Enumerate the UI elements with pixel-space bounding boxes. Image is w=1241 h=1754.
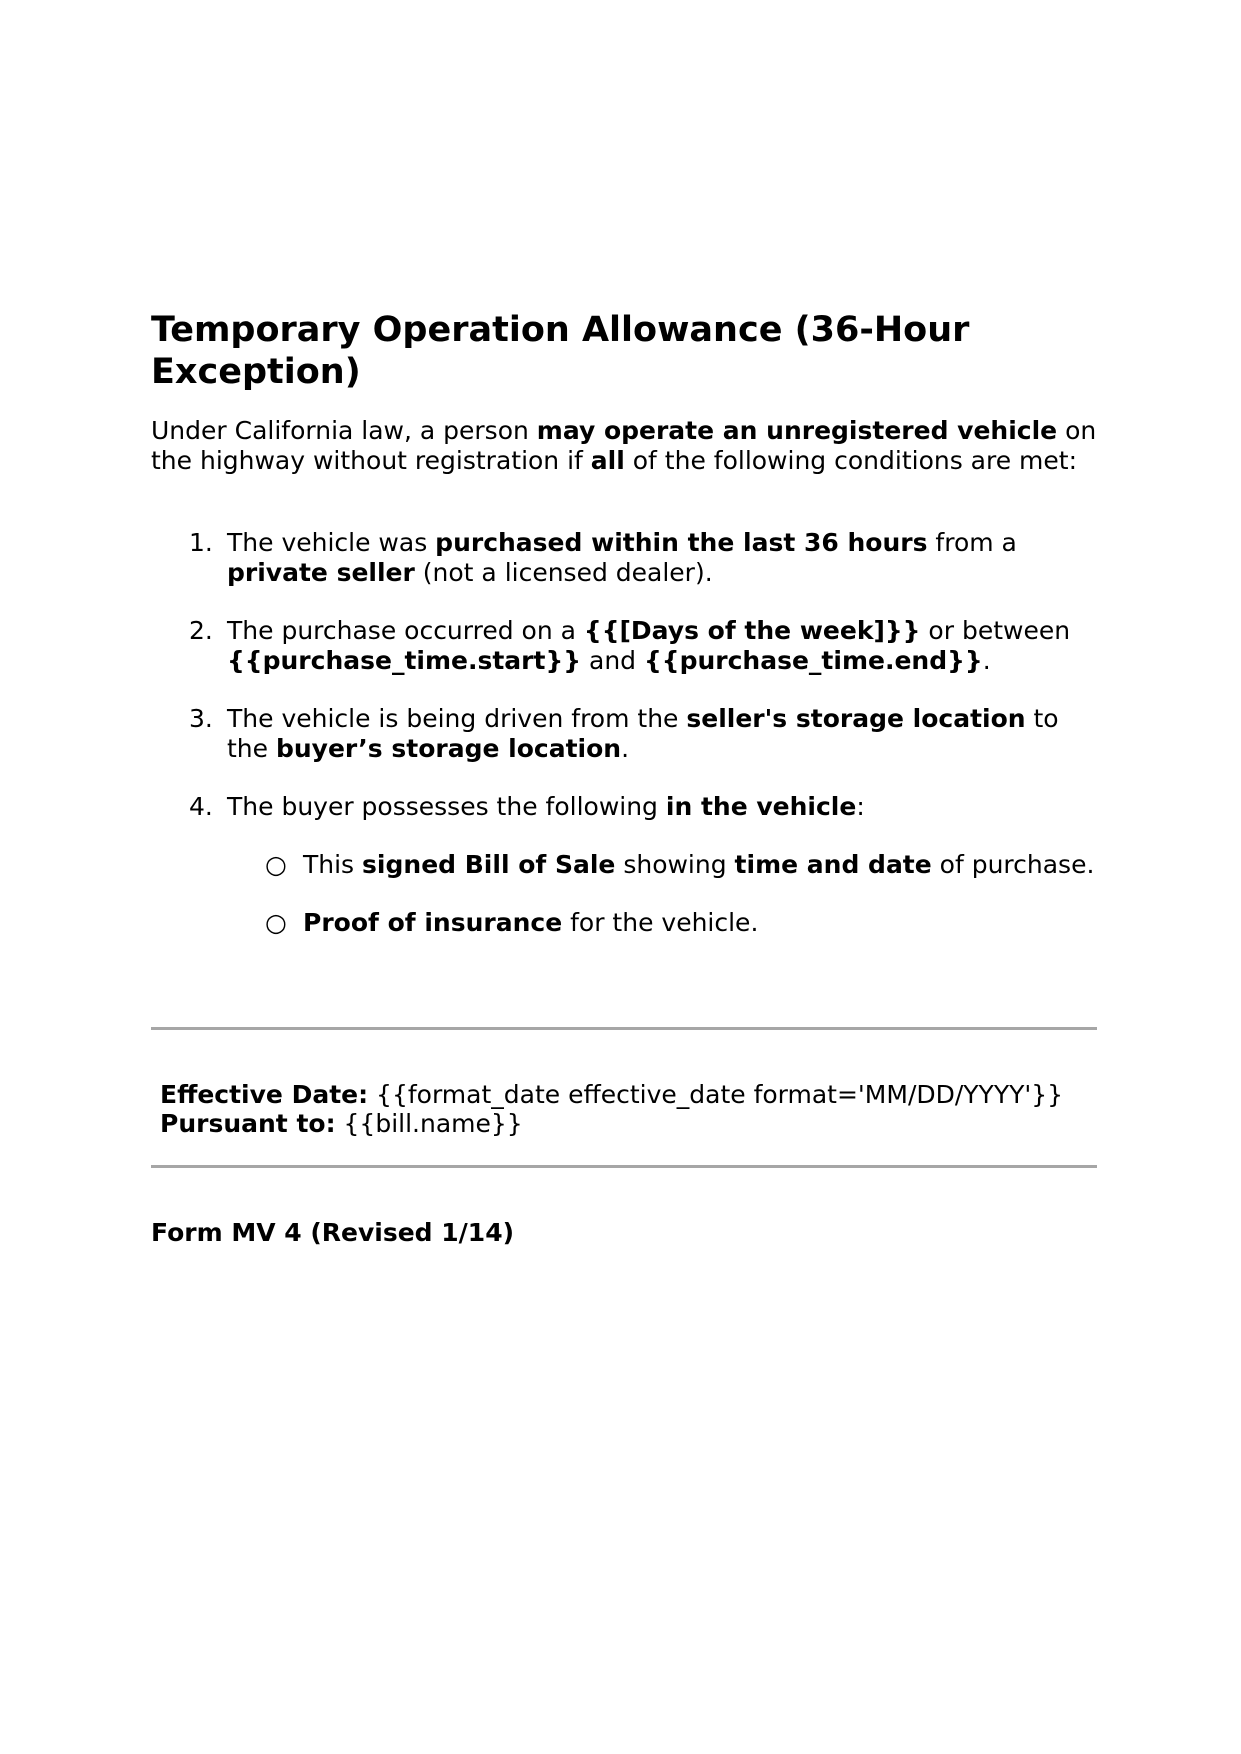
condition-text: The vehicle was xyxy=(227,528,436,557)
effective-date-label: Effective Date: xyxy=(160,1080,369,1109)
condition-text: The vehicle is being driven from the xyxy=(227,704,687,733)
required-items-list xyxy=(227,850,1097,938)
required-item-text: showing xyxy=(615,850,735,879)
horizontal-divider xyxy=(151,1027,1097,1030)
condition-item xyxy=(151,616,1097,676)
condition-text: (not a licensed dealer). xyxy=(414,558,713,587)
condition-emphasis: buyer’s storage location xyxy=(275,734,622,763)
intro-text: on the highway without registration if xyxy=(151,416,1097,475)
required-item-emphasis: time and date xyxy=(734,850,932,879)
intro-text: Under California law, a person xyxy=(151,416,537,445)
required-item-emphasis: Proof of insurance xyxy=(303,908,563,937)
conditions-list xyxy=(151,528,1097,966)
required-item xyxy=(227,850,1097,880)
required-item-text: for the vehicle. xyxy=(562,908,759,937)
intro-paragraph xyxy=(151,416,1097,476)
effective-date-value: {{format_date effective_date format='MM/DD/YYYY'}} xyxy=(368,1080,1064,1109)
condition-text: The purchase occurred on a xyxy=(227,616,584,645)
intro-text: of the following conditions are met: xyxy=(624,446,1078,475)
document-title: Temporary Operation Allowance (36-Hour Exception) xyxy=(151,310,970,392)
condition-number: 4. xyxy=(189,792,213,821)
condition-emphasis: purchased within the last 36 hours xyxy=(435,528,928,557)
condition-number: 2. xyxy=(189,616,213,645)
intro-emphasis: all xyxy=(590,446,625,475)
condition-emphasis: in the vehicle xyxy=(665,792,857,821)
circle-bullet-icon: ○ xyxy=(265,850,287,879)
condition-emphasis: seller's storage location xyxy=(686,704,1026,733)
intro-emphasis: may operate an unregistered vehicle xyxy=(536,416,1058,445)
condition-number: 3. xyxy=(189,704,213,733)
document-meta xyxy=(160,1080,1097,1138)
required-item-text: of purchase. xyxy=(931,850,1095,879)
circle-bullet-icon: ○ xyxy=(265,908,287,937)
condition-item xyxy=(151,792,1097,938)
condition-text: or between xyxy=(920,616,1071,645)
form-identifier: Form MV 4 (Revised 1/14) xyxy=(151,1218,515,1247)
condition-text: and xyxy=(581,646,644,675)
condition-text: The buyer possesses the following xyxy=(227,792,666,821)
condition-text: to the xyxy=(227,704,1059,763)
pursuant-label: Pursuant to: xyxy=(160,1109,336,1138)
template-placeholder: {{purchase_time.start}} xyxy=(227,646,582,675)
required-item-text: This xyxy=(303,850,363,879)
pursuant-value: {{bill.name}} xyxy=(335,1109,523,1138)
effective-date-line xyxy=(160,1080,1097,1109)
condition-text: : xyxy=(856,792,865,821)
condition-item xyxy=(151,528,1097,588)
template-placeholder: {{purchase_time.end}} xyxy=(643,646,983,675)
template-placeholder: {{[Days of the week]}} xyxy=(583,616,921,645)
condition-text: . xyxy=(982,646,991,675)
condition-emphasis: private seller xyxy=(227,558,415,587)
horizontal-divider xyxy=(151,1165,1097,1168)
required-item-emphasis: signed Bill of Sale xyxy=(362,850,616,879)
condition-text: from a xyxy=(927,528,1017,557)
condition-text: . xyxy=(621,734,630,763)
required-item xyxy=(227,908,1097,938)
condition-item xyxy=(151,704,1097,764)
condition-number: 1. xyxy=(189,528,213,557)
pursuant-line xyxy=(160,1109,1097,1138)
